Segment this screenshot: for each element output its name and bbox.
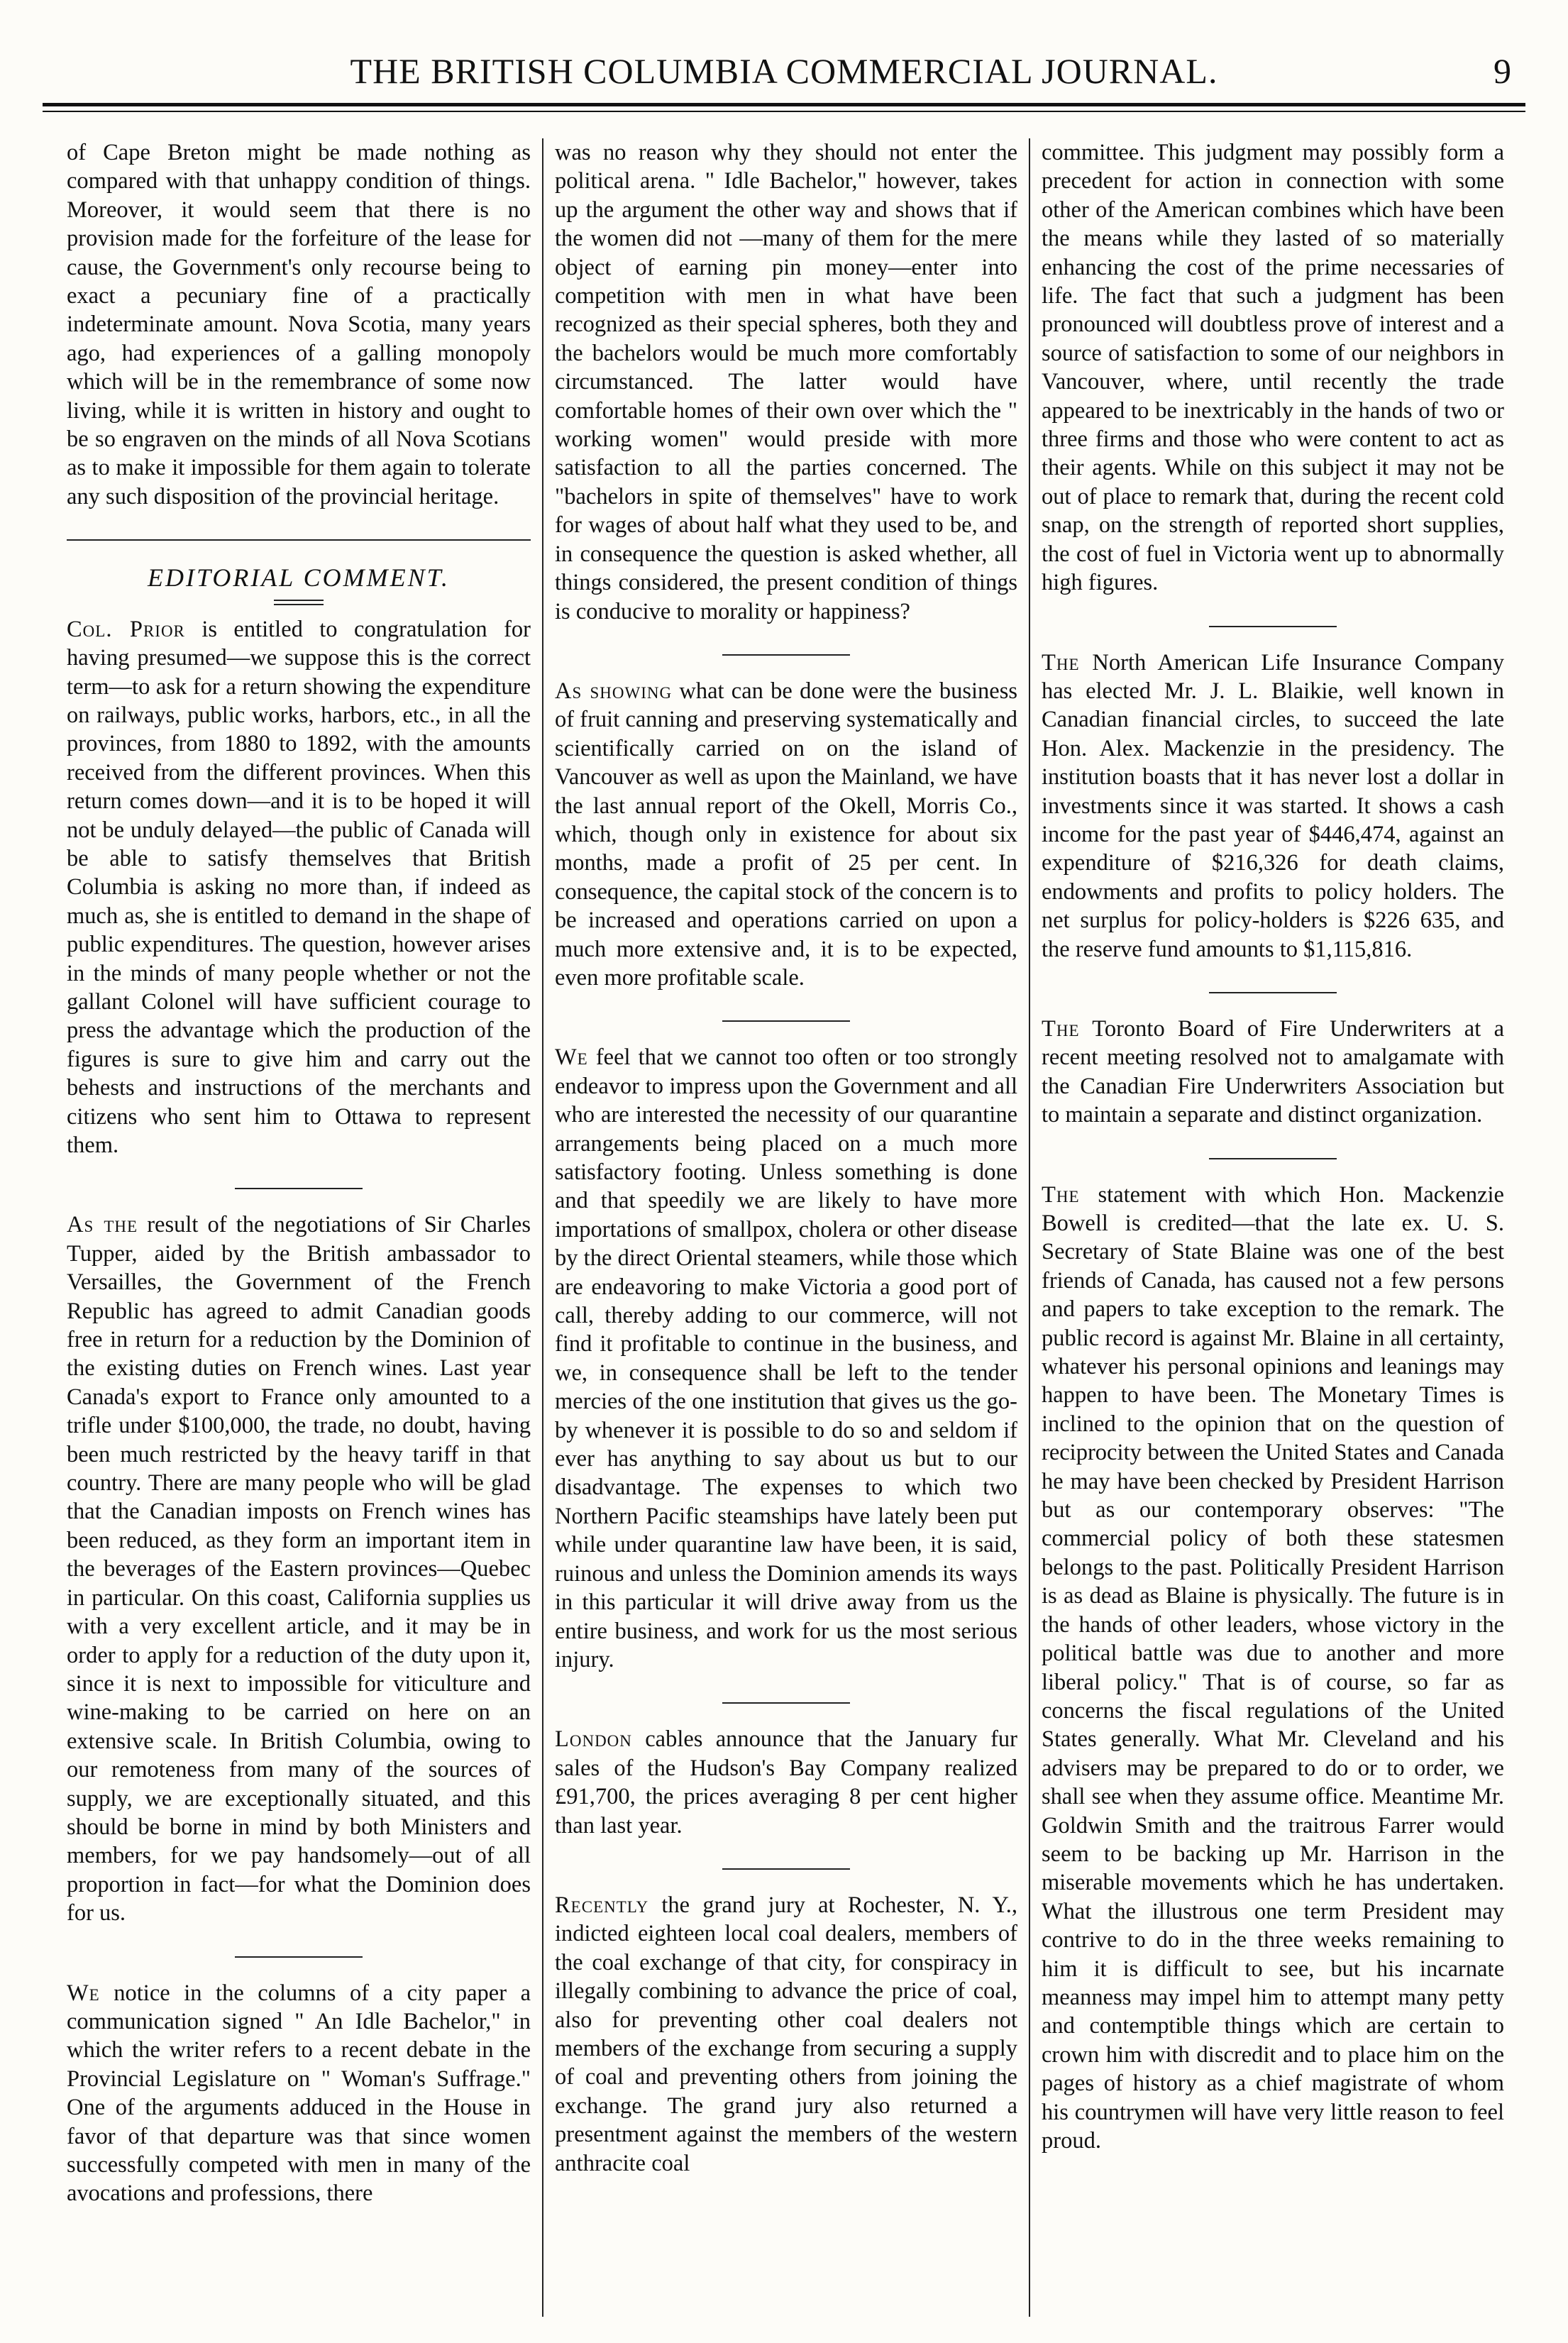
column-3 — [1029, 138, 1515, 2317]
item-divider — [1209, 1158, 1337, 1159]
article-paragraph — [1042, 649, 1504, 964]
paragraph-text: notice in the columns of a city paper a communication signed " An Idle Bachelor," in which the writer refers to a recent debate in the Provincial Legislature on " Woman's Suffrage." One of the arguments adduced in the House in favor of that departure was that since women successfully competed with men in many of the avocations and professions, there — [67, 1980, 531, 2207]
lead-words: London — [555, 1726, 632, 1753]
lead-words: Recently — [555, 1892, 649, 1918]
paragraph-text: what can be done were the business of fruit canning and preserving systematically and scientifically carried on on the island of Vancouver as well as upon the Mainland, we have the last annual report of the Okell, Morris Co., which, though only in existence for about six months, made a profit of 25 per cent. In consequence, the capital stock of the concern is to be increased and operations carried on upon a much more extensive and, it is to be expected, even more profitable scale. — [555, 678, 1017, 991]
paragraph-text: cables announce that the January fur sales of the Hudson's Bay Company realized £91,700, the prices averaging 8 per cent higher than last year. — [555, 1726, 1017, 1838]
article-paragraph — [555, 1891, 1017, 2178]
paragraph-text: result of the negotiations of Sir Charles Tupper, aided by the British ambassador to Versailles, the Government of the French Republic has agreed to admit Canadian goods free in return for a reduction by the Dominion of the existing duties on French wines. Last year Canada's export to France only amounted to a trifle under $100,000, the trade, no doubt, having been much restricted by the heavy tariff in that country. There are many people who will be glad that the Canadian imposts on French wines has been reduced, as they form an important item in the beverages of the Eastern provinces—Quebec in particular. On this coast, California supplies us with a very excellent article, and it may be in order to apply for a reduction of the duty upon it, since it is next to impossible for viticulture and wine-making to be carried on here on an extensive scale. In British Columbia, owing to our remoteness from many of the sources of supply, we are exceptionally situated, and this should be borne in mind by both Ministers and members, for we pay handsomely—out of all proportion in fact—for what the Dominion does for us. — [67, 1212, 531, 1926]
paragraph-text: North American Life Insurance Company has elected Mr. J. L. Blaikie, well known in Canadian financial circles, to succeed the late Hon. Alex. Mackenzie in the presidency. The institution boasts that it has never lost a dollar in investments since it was started. It shows a cash income for the past year of $446,474, against an expenditure of $216,326 for death claims, endowments and profits to policy holders. The net surplus for policy-holders is $226 635, and the reserve fund amounts to $1,115,816. — [1042, 649, 1504, 962]
heading-dash — [274, 600, 324, 605]
item-divider — [722, 1020, 850, 1022]
lead-words: We — [67, 1980, 100, 2006]
item-divider — [722, 1868, 850, 1870]
column-2 — [542, 138, 1029, 2317]
item-divider — [235, 1956, 363, 1958]
article-paragraph — [1042, 1181, 1504, 2156]
header-rule-thin — [43, 111, 1525, 112]
article-paragraph — [555, 1725, 1017, 1840]
section-heading: EDITORIAL COMMENT. — [147, 563, 451, 592]
article-paragraph — [555, 1043, 1017, 1674]
lead-words: The — [1042, 1015, 1080, 1042]
running-head: THE BRITISH COLUMBIA COMMERCIAL JOURNAL. — [350, 51, 1218, 91]
continued-paragraph: of Cape Breton might be made nothing as compared with that unhappy condition of things. Moreover, it would seem that there is no provision made for the forfeiture of the lease for cause, the Government's only recourse being to exact a pecuniary fine of a practically indeterminate amount. Nova Scotia, many years ago, had experiences of a galling monopoly which will be in the remembrance of some now living, while it is written in history and ought to be so engraven on the minds of all Nova Scotians as to make it impossible for them again to tolerate any such disposition of the provincial heritage. — [67, 140, 531, 509]
lead-words: The — [1042, 649, 1080, 676]
item-divider — [1209, 992, 1337, 993]
paragraph-text: statement with which Hon. Mackenzie Bowell is credited—that the late ex. U. S. Secretary of State Blaine was one of the best friends of Canada, has caused not a few persons and papers to take exception to the remark. The public record is against Mr. Blaine in all certainty, whatever his personal opinions and leanings may happen to have been. The Monetary Times is inclined to the opinion that on the question of reciprocity between the United States and Canada he may have been checked by President Harrison but as our contemporary observes: "The commercial policy of both these statesmen belongs to the past. Politically President Harrison is as dead as Blaine is physically. The future is in the hands of other leaders, whose victory in the political battle was due to another and more liberal policy." That is of course, so far as concerns the fiscal regulations of the United States generally. What Mr. Cleveland and his advisers may be prepared to do or to order, we shall see when they assume office. Meantime Mr. Goldwin Smith and the traitrous Farrer would seem to be backing up Mr. Harrison in the miserable movements which he has undertaken. What the illustrous one term President may contrive to do in the three weeks remaining to him it is difficult to see, but his incarnate meanness may impel him to attempt many petty and contemptible things which are certain to crown him with discredit and to place him on the pages of history as a chief magistrate of whom his countrymen will have very little reason to feel proud. — [1042, 1181, 1504, 2154]
lead-words: As showing — [555, 678, 673, 704]
paragraph-text: is entitled to congratulation for having presumed—we suppose this is the correct term—to ask for a return showing the expenditure on railways, public works, harbors, etc., in all the provinces, from 1880 to 1892, with the amounts received from the different provinces. When this return comes down—and it is to be hoped it will not be unduly delayed—the public of Canada will be able to satisfy themselves that British Columbia is asking no more than, if indeed as much as, she is entitled to demand in the shape of public expenditures. The question, however arises in the minds of many people whether or not the gallant Colonel will have sufficient courage to press the advantage which the production of the figures is sure to give him and carry out the behests and instructions of the merchants and citizens who sent him to Ottawa to represent them. — [67, 616, 531, 1158]
article-paragraph — [67, 615, 531, 1160]
article-paragraph — [67, 1211, 531, 1927]
paragraph-text: the grand jury at Rochester, N. Y., indicted eighteen local coal dealers, members of the coal exchange of that city, for conspiracy in illegally combining to advance the price of coal, also for preventing other coal dealers not members of the exchange from securing a supply of coal and preventing others from joining the exchange. The grand jury also returned a presentment against the members of the western anthracite coal — [555, 1892, 1017, 2176]
article-paragraph — [67, 1979, 531, 2208]
page-header — [43, 50, 1525, 92]
item-divider — [235, 1188, 363, 1189]
continued-paragraph: was no reason why they should not enter the political arena. " Idle Bachelor," however, takes up the argument the other way and shows that if the women did not —many of them for the mere object of earning pin money—enter into competition with men in what have been recognized as their special spheres, both they and the bachelors would be much more comfortably circumstanced. The latter would have comfortable homes of their own over which the " working women" would preside with more satisfaction to all the parties concerned. The "bachelors in spite of themselves" have to work for wages of about half what they used to be, and in consequence the question is asked whether, all things considered, the present condition of things is conducive to morality or happiness? — [555, 140, 1017, 624]
paragraph-text: Toronto Board of Fire Underwriters at a recent meeting resolved not to amalgamate with the Canadian Fire Underwriters Association but to maintain a separate and distinct organization. — [1042, 1015, 1504, 1128]
lead-words: As the — [67, 1212, 138, 1238]
article-paragraph — [1042, 1015, 1504, 1130]
lead-words: Col. Prior — [67, 616, 185, 642]
paragraph-text: feel that we cannot too often or too strongly endeavor to impress upon the Government and all who are interested the necessity of our quarantine arrangements being placed on a much more satisfactory footing. Unless something is done and that speedily we are likely to have more importations of smallpox, cholera or other disease by the direct Oriental steamers, while those which are endeavoring to make Victoria a good port of call, thereby adding to our commerce, will not find it profitable to continue in the business, and we, in consequence shall be left to the tender mercies of the one institution that gives us the go-by whenever it is possible to do so and seldom if ever has anything to say about us but to our disadvantage. The expenses to which two Northern Pacific steamships have lately been put while under quarantine law have been, it is said, ruinous and unless the Dominion amends its ways in this particular it will drive away from us the entire business, and work for us the most serious injury. — [555, 1044, 1017, 1672]
section-divider — [67, 539, 531, 549]
item-divider — [722, 654, 850, 656]
continued-paragraph: committee. This judgment may possibly form a precedent for action in connection with some other of the American combines which have been the means while they lasted of so materially enhancing the cost of the prime necessaries of life. The fact that such a judgment has been pronounced will doubtless prove of interest and a source of satisfaction to some of our neighbors in Vancouver, where, until recently the trade appeared to be inextricably in the hands of two or three firms and those who were content to act as their agents. While on this subject it may not be out of place to remark that, during the recent cold snap, on the strength of reported short supplies, the cost of fuel in Victoria went up to abnormally high figures. — [1042, 140, 1504, 596]
page-number: 9 — [1494, 51, 1511, 91]
item-divider — [1209, 626, 1337, 627]
lead-words: The — [1042, 1181, 1080, 1208]
header-rule-thick — [43, 103, 1525, 106]
item-divider — [722, 1702, 850, 1704]
article-paragraph — [555, 677, 1017, 992]
column-1 — [55, 138, 542, 2317]
lead-words: We — [555, 1044, 588, 1071]
text-columns — [55, 138, 1517, 2317]
